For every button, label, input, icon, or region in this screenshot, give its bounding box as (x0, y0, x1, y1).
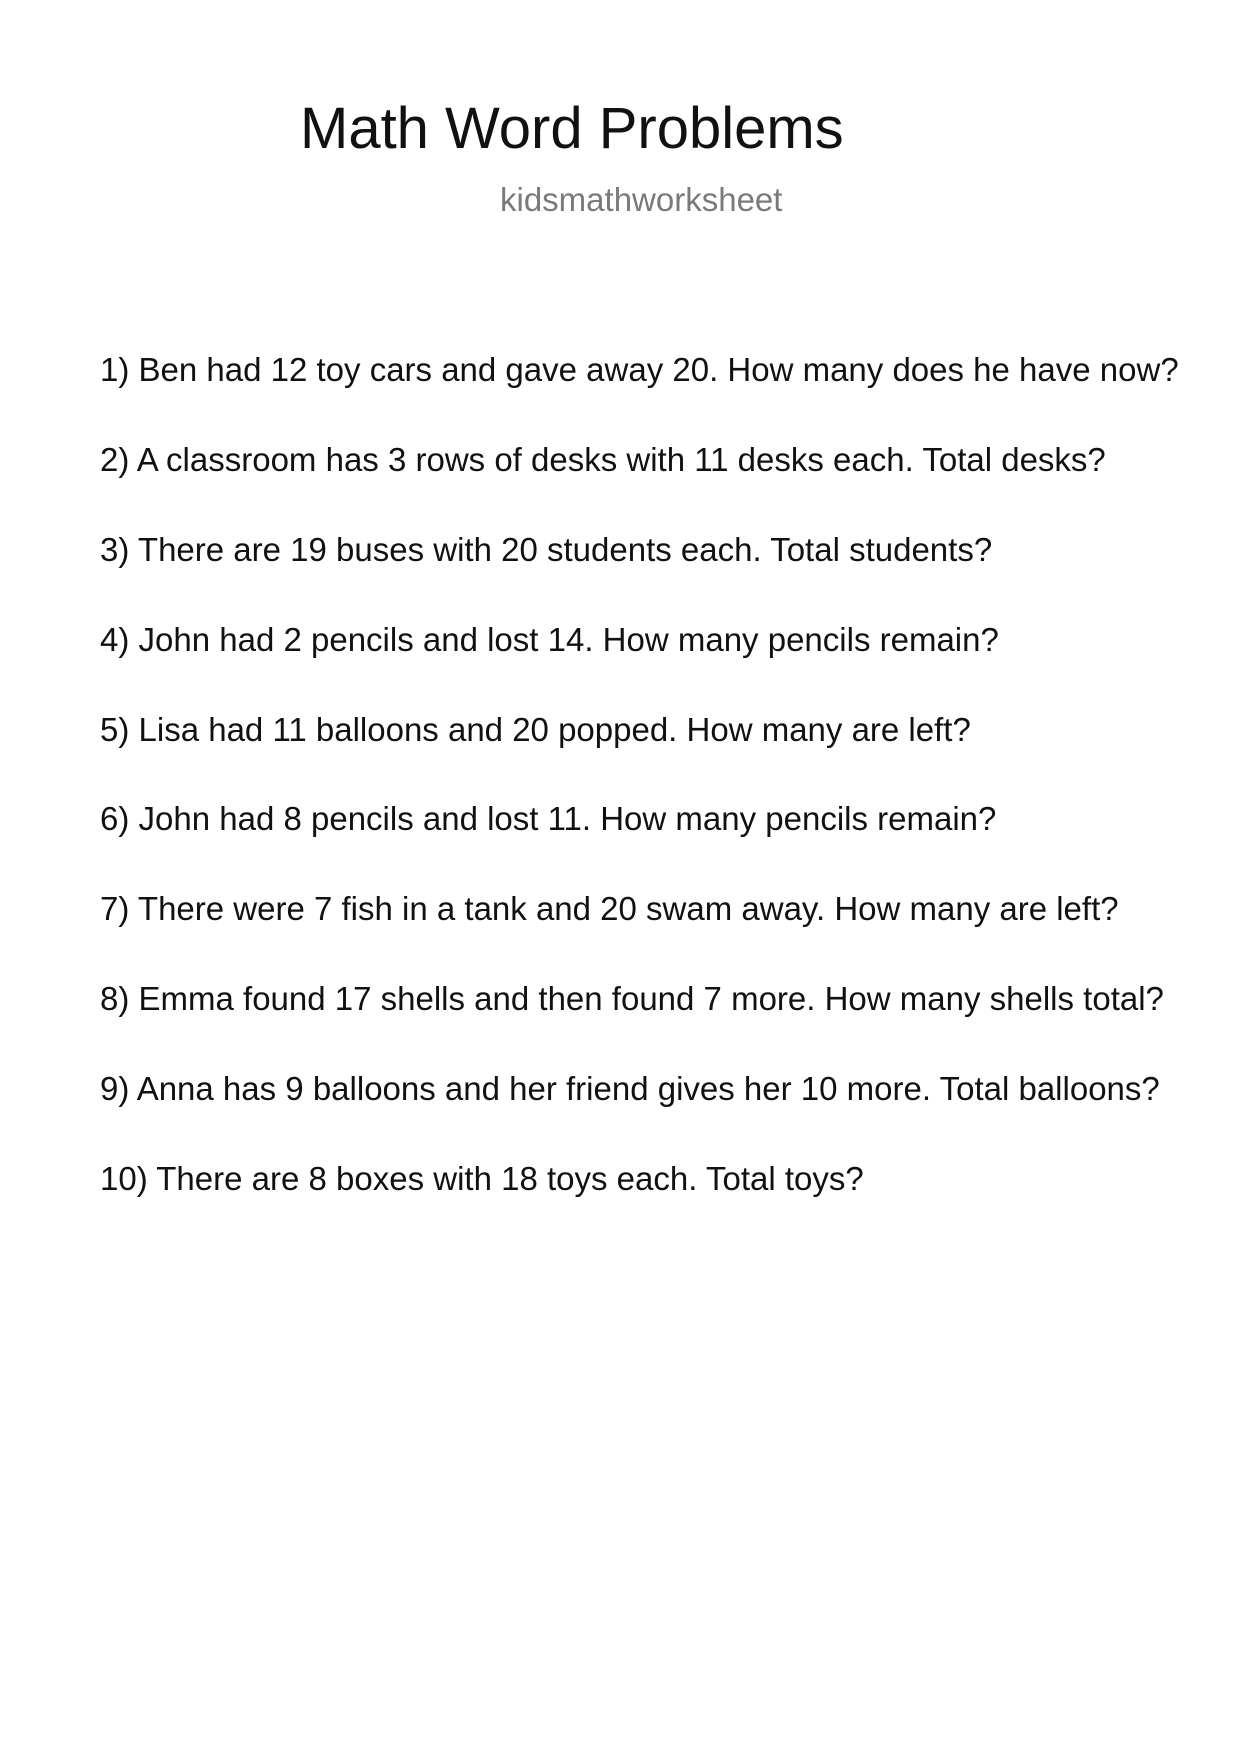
worksheet-source: kidsmathworksheet (500, 181, 783, 218)
problem-item-5: 5) Lisa had 11 balloons and 20 popped. How many are left? (100, 710, 971, 748)
problem-item-1: 1) Ben had 12 toy cars and gave away 20. How many does he have now? (100, 351, 1179, 388)
problem-item-4: 4) John had 2 pencils and lost 14. How many pencils remain? (100, 620, 999, 658)
problem-item-2: 2) A classroom has 3 rows of desks with 11 desks each. Total desks? (100, 440, 1106, 478)
problem-item-7: 7) There were 7 fish in a tank and 20 swam away. How many are left? (100, 890, 1119, 928)
problem-item-9: 9) Anna has 9 balloons and her friend gives her 10 more. Total balloons? (100, 1070, 1160, 1108)
problem-item-3: 3) There are 19 buses with 20 students each. Total students? (100, 530, 993, 568)
worksheet-title: Math Word Problems (300, 96, 844, 161)
problem-item-8: 8) Emma found 17 shells and then found 7 more. How many shells total? (100, 980, 1164, 1018)
problem-item-10: 10) There are 8 boxes with 18 toys each. Total toys? (100, 1160, 864, 1198)
problem-list (100, 350, 1240, 1249)
problem-item-6: 6) John had 8 pencils and lost 11. How many pencils remain? (100, 800, 997, 838)
